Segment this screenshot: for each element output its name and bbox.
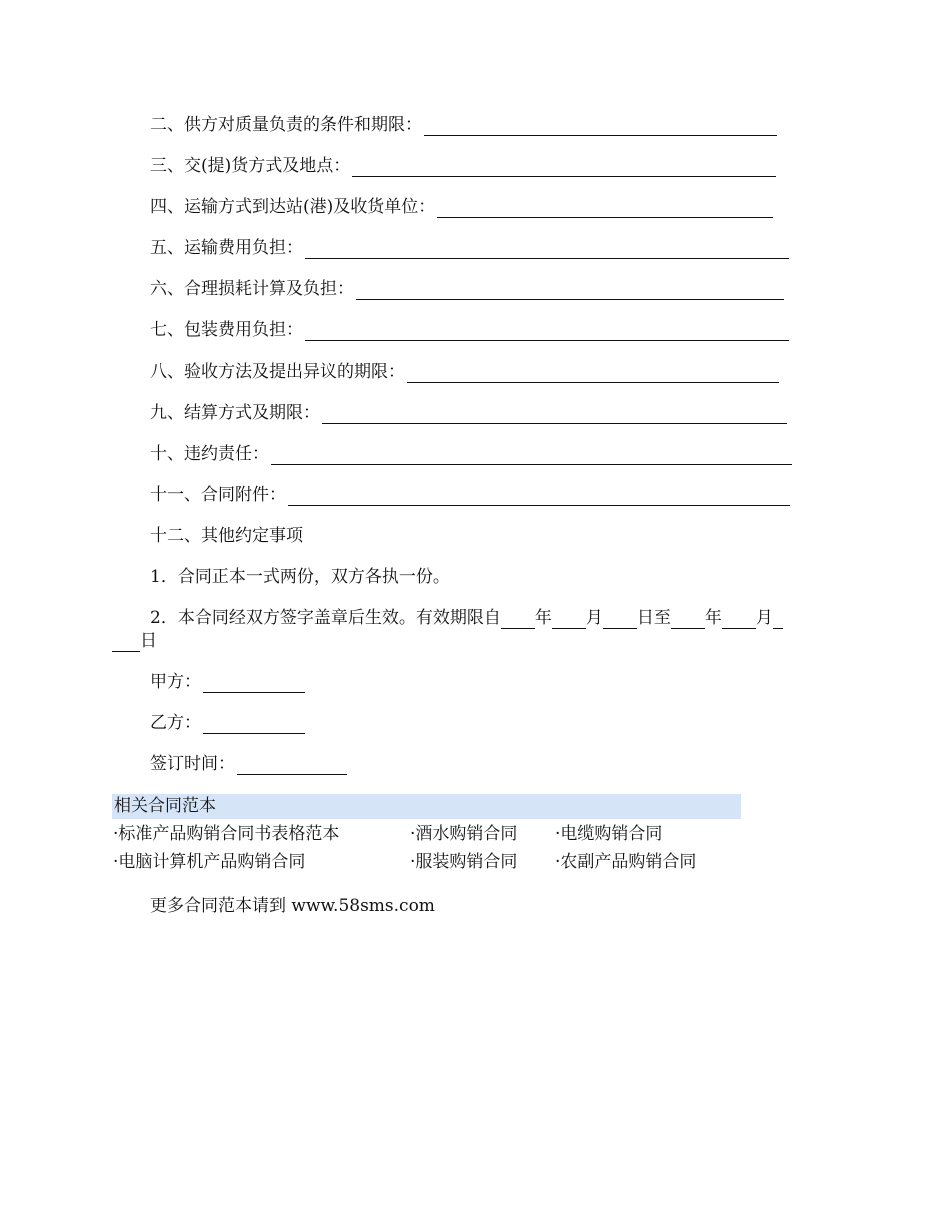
blank-line — [305, 322, 789, 341]
blank-line — [237, 756, 347, 775]
item-text: 1．合同正本一式两份，双方各执一份。 — [150, 567, 450, 587]
blank-line — [671, 610, 705, 629]
related-link[interactable]: ·标准产品购销合同书表格范本 — [113, 824, 340, 844]
clause-attachments — [150, 484, 790, 506]
blank-line — [722, 610, 756, 629]
clause-label: 二、供方对质量负责的条件和期限： — [150, 115, 422, 135]
blank-line — [501, 610, 535, 629]
clause-liability — [150, 443, 792, 465]
signature-date — [150, 753, 347, 775]
clause-delivery — [150, 155, 776, 177]
year-label: 年 — [534, 608, 552, 628]
clause-label: 五、运输费用负担： — [150, 238, 303, 258]
blank-line — [773, 610, 783, 629]
clause-quality — [150, 114, 777, 136]
clause-label: 七、包装费用负担： — [150, 320, 303, 340]
related-link[interactable]: ·酒水购销合同 — [410, 824, 518, 844]
blank-line — [552, 610, 586, 629]
related-link[interactable]: ·服装购销合同 — [410, 852, 518, 872]
blank-line — [271, 446, 792, 465]
item-copies — [150, 566, 450, 588]
year-label: 年 — [704, 608, 722, 628]
signature-party-a — [150, 671, 305, 693]
clause-label: 十、违约责任： — [150, 444, 269, 464]
clause-label: 十二、其他约定事项 — [150, 526, 303, 546]
day-to-label: 日至 — [636, 608, 671, 628]
clause-label: 八、验收方法及提出异议的期限： — [150, 362, 405, 382]
clause-label: 三、交(提)货方式及地点： — [150, 156, 351, 176]
signature-label: 甲方： — [150, 672, 201, 692]
clause-label: 四、运输方式到达站(港)及收货单位： — [150, 197, 436, 217]
blank-line — [322, 405, 787, 424]
signature-label: 签订时间： — [150, 754, 235, 774]
signature-party-b — [150, 712, 305, 734]
clause-transport-cost — [150, 237, 789, 259]
day-label: 日 — [140, 631, 157, 651]
blank-line — [437, 199, 773, 218]
blank-line — [424, 117, 777, 136]
clause-loss — [150, 278, 784, 300]
related-header: 相关合同范本 — [112, 794, 741, 819]
clause-transport — [150, 196, 773, 218]
blank-line — [203, 715, 305, 734]
blank-line — [352, 158, 776, 177]
related-link[interactable]: ·农副产品购销合同 — [555, 852, 697, 872]
month-label: 月 — [585, 608, 603, 628]
item-validity-continued — [112, 630, 157, 652]
clause-other — [150, 525, 303, 547]
clause-inspection — [150, 361, 779, 383]
month-label: 月 — [755, 608, 773, 628]
item-validity — [150, 607, 783, 629]
blank-line — [305, 240, 789, 259]
blank-line — [288, 487, 790, 506]
clause-label: 九、结算方式及期限： — [150, 403, 320, 423]
blank-line — [356, 281, 784, 300]
clause-label: 十一、合同附件： — [150, 485, 286, 505]
clause-settlement — [150, 402, 787, 424]
blank-line — [407, 364, 779, 383]
blank-line — [112, 633, 140, 652]
more-templates-text: 更多合同范本请到 www.58sms.com — [150, 896, 435, 916]
related-link[interactable]: ·电缆购销合同 — [555, 824, 663, 844]
item-text: 2．本合同经双方签字盖章后生效。有效期限自 — [150, 608, 501, 628]
blank-line — [603, 610, 637, 629]
signature-label: 乙方： — [150, 713, 201, 733]
clause-packaging — [150, 319, 789, 341]
related-link[interactable]: ·电脑计算机产品购销合同 — [113, 852, 306, 872]
clause-label: 六、合理损耗计算及负担： — [150, 279, 354, 299]
blank-line — [203, 674, 305, 693]
